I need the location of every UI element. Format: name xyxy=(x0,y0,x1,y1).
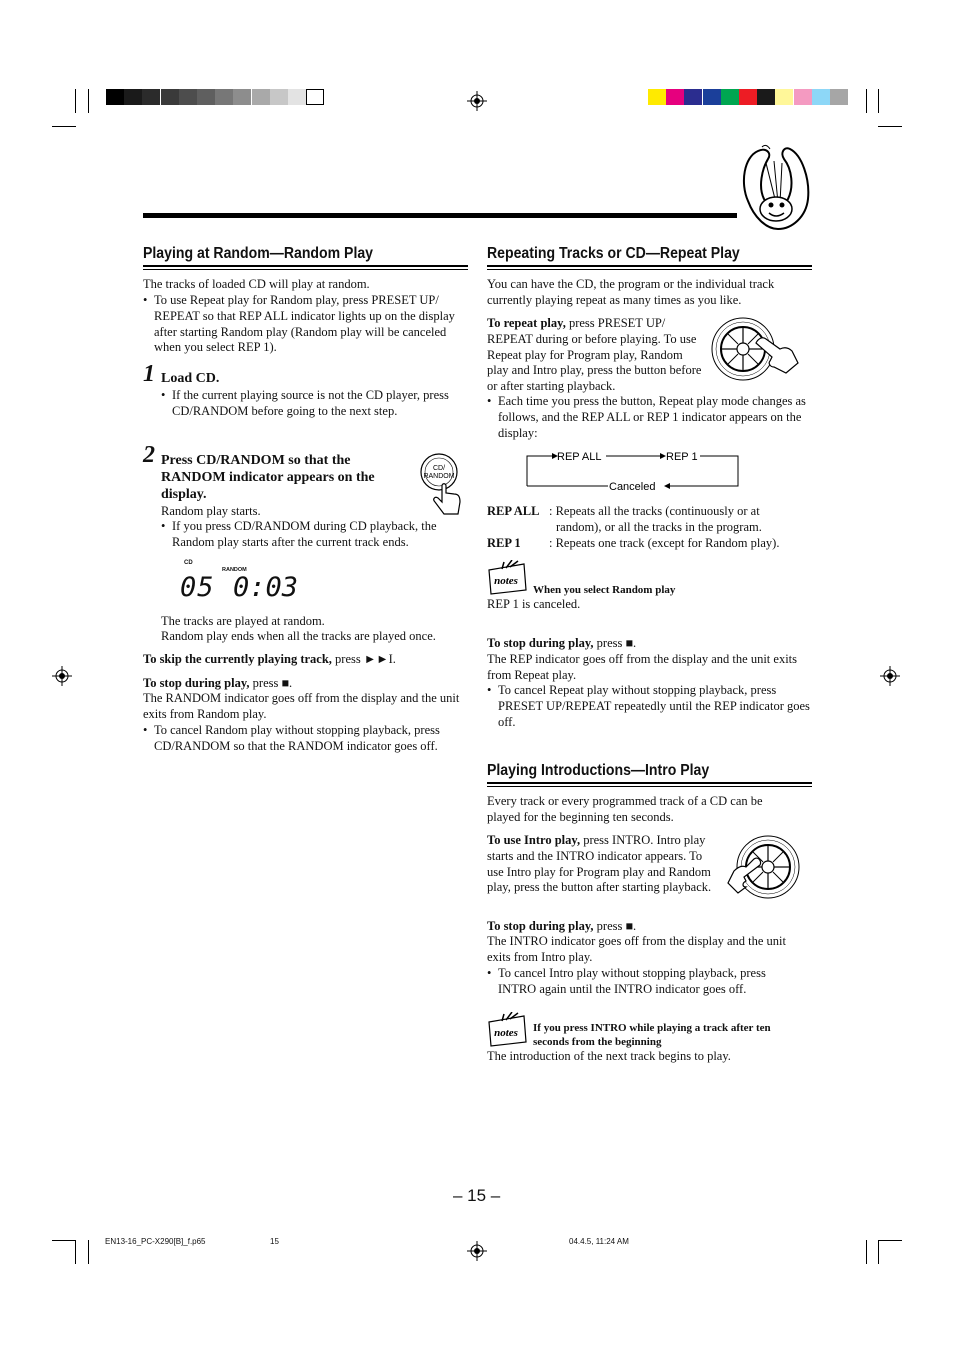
note-text: The introduction of the next track begins to play. xyxy=(487,1049,731,1063)
note-title: When you select Random play xyxy=(533,584,676,596)
crop-mark xyxy=(52,126,76,127)
section-rule xyxy=(487,269,812,270)
step-number: 2 xyxy=(143,442,155,468)
stop-text: The RANDOM indicator goes off from the display and the unit exits from Random play. xyxy=(143,691,460,721)
color-swatch xyxy=(106,89,124,105)
section-title-intro-play: Playing Introductions—Intro Play xyxy=(487,762,710,779)
notes-icon xyxy=(486,1012,528,1048)
definition-term: REP 1 xyxy=(487,536,521,550)
registration-target-icon xyxy=(467,91,487,111)
section-rule xyxy=(143,269,468,270)
color-swatch xyxy=(306,89,324,105)
step-bullet: • If the current playing source is not the CD player, press CD/RANDOM before going to the next step. xyxy=(161,388,449,418)
cd-random-button-press-icon xyxy=(418,452,464,518)
footer-date: 04.4.5, 11:24 AM xyxy=(569,1237,629,1246)
notes-label: notes xyxy=(494,1027,518,1039)
crop-mark xyxy=(878,1240,902,1241)
section-rule xyxy=(143,265,468,267)
display-random-indicator: RANDOM xyxy=(222,567,247,573)
footer-page: 15 xyxy=(270,1237,279,1246)
random-intro-bullet: • To use Repeat play for Random play, press PRESET UP/ REPEAT so that REP ALL indicator lights up on the display after starting Random play (Random play will be canceled when you select REP 1). xyxy=(143,293,455,355)
intro-stop-bullet: • To cancel Intro play without stopping playback, press INTRO again until the INTRO indicator goes off. xyxy=(487,966,766,996)
footer-file: EN13-16_PC-X290[B]_f.p65 xyxy=(105,1237,206,1246)
intro-button-press-icon xyxy=(722,833,804,901)
color-swatch xyxy=(684,89,702,105)
repeat-stop-text: The REP indicator goes off from the display and the unit exits from Repeat play. xyxy=(487,652,798,682)
step-title: Load CD. xyxy=(161,371,220,386)
intro-how-text: To use Intro play, press INTRO. Intro play starts and the INTRO indicator appears. To use Intro play for Program play and Random play, press the button after starting playback. xyxy=(487,833,712,895)
intro-stop-text: The INTRO indicator goes off from the display and the unit exits from Intro play. xyxy=(487,934,787,964)
page-number: – 15 – xyxy=(453,1186,501,1205)
skip-instruction: To skip the currently playing track, press ►►I. xyxy=(143,652,396,666)
crop-mark xyxy=(878,89,879,113)
color-swatch xyxy=(233,89,251,105)
registration-target-icon xyxy=(52,666,72,686)
repeat-stop-instruction: To stop during play, press ■. xyxy=(487,636,637,650)
crop-mark xyxy=(866,89,867,113)
section-rule xyxy=(487,786,812,787)
note-text: REP 1 is canceled. xyxy=(487,597,581,611)
crop-mark xyxy=(878,1240,879,1264)
button-label: RANDOM xyxy=(423,473,455,480)
crop-mark xyxy=(52,1240,76,1241)
color-swatch xyxy=(703,89,721,105)
color-swatch xyxy=(757,89,775,105)
repeat-stop-bullet: • To cancel Repeat play without stopping playback, press PRESET UP/REPEAT repeatedly until the REP indicator goes off. xyxy=(487,683,810,729)
color-swatch xyxy=(252,89,270,105)
color-swatch xyxy=(270,89,288,105)
step-number: 1 xyxy=(143,361,155,387)
repeat-button-press-icon xyxy=(710,317,804,383)
definition-text: : Repeats one track (except for Random play). xyxy=(549,536,780,550)
notes-label: notes xyxy=(494,575,518,587)
color-swatch xyxy=(812,89,830,105)
repeat-mode-flow-diagram xyxy=(520,446,745,496)
flow-rep-1: REP 1 xyxy=(666,451,698,463)
step-bullet: • If you press CD/RANDOM during CD playback, the Random play starts after the current track ends. xyxy=(161,519,437,549)
display-caption: Random play ends when all the tracks are played once. xyxy=(161,629,436,643)
intro-text: Every track or every programmed track of a CD can be played for the beginning ten seconds. xyxy=(487,794,763,824)
crop-mark xyxy=(878,126,902,127)
crop-mark xyxy=(88,1240,89,1264)
stop-bullet: • To cancel Random play without stopping playback, press CD/RANDOM so that the RANDOM indicator goes off. xyxy=(143,723,440,753)
crop-mark xyxy=(866,1240,867,1264)
section-title-repeat-play: Repeating Tracks or CD—Repeat Play xyxy=(487,245,740,262)
flow-rep-all: REP ALL xyxy=(557,451,602,463)
definition-term: REP ALL xyxy=(487,504,540,518)
color-swatch xyxy=(124,89,142,105)
button-label: CD/ xyxy=(432,465,446,472)
color-swatch xyxy=(142,89,160,105)
color-swatch xyxy=(648,89,666,105)
step-text: Random play starts. xyxy=(161,504,261,518)
color-swatch xyxy=(794,89,812,105)
color-swatch xyxy=(721,89,739,105)
crop-mark xyxy=(75,1240,76,1264)
repeat-how-text: To repeat play, press PRESET UP/ REPEAT during or before playing. To use Repeat play for Program play, Random play and Intro play, press the button before or after starting playback. xyxy=(487,316,702,394)
crop-mark xyxy=(88,89,89,113)
section-title-random-play: Playing at Random—Random Play xyxy=(143,245,374,262)
display-cd-indicator: CD xyxy=(184,560,193,566)
header-bar xyxy=(143,213,737,218)
color-swatch xyxy=(215,89,233,105)
display-caption: The tracks are played at random. xyxy=(161,614,325,628)
notes-icon xyxy=(486,560,528,596)
display-time: 0:03 xyxy=(233,572,299,603)
color-swatch xyxy=(288,89,306,105)
flow-canceled: Canceled xyxy=(609,481,656,493)
intro-stop-instruction: To stop during play, press ■. xyxy=(487,919,637,933)
lyre-mascot-icon xyxy=(736,143,816,235)
crop-mark xyxy=(75,89,76,113)
color-swatch xyxy=(775,89,793,105)
registration-target-icon xyxy=(880,666,900,686)
color-swatch xyxy=(179,89,197,105)
repeat-intro-text: You can have the CD, the program or the individual track currently playing repeat as many times as you like. xyxy=(487,277,775,307)
repeat-bullet: • Each time you press the button, Repeat play mode changes as follows, and the REP ALL or REP 1 indicator appears on the display: xyxy=(487,394,806,440)
section-rule xyxy=(487,265,812,267)
color-swatch xyxy=(666,89,684,105)
definition-text: : Repeats all the tracks (continuously or at random), or all the tracks in the program. xyxy=(549,504,762,534)
color-swatch xyxy=(161,89,179,105)
display-track-number: 05 xyxy=(180,572,215,603)
section-rule xyxy=(487,782,812,784)
step-title: Press CD/RANDOM so that the RANDOM indicator appears on the display. xyxy=(161,453,375,502)
color-swatch xyxy=(739,89,757,105)
color-swatch xyxy=(197,89,215,105)
stop-instruction: To stop during play, press ■. xyxy=(143,676,293,690)
registration-target-icon xyxy=(467,1241,487,1261)
note-title: If you press INTRO while playing a track after ten seconds from the beginning xyxy=(533,1022,771,1048)
color-swatch xyxy=(830,89,848,105)
random-intro-text: The tracks of loaded CD will play at random. xyxy=(143,277,370,291)
